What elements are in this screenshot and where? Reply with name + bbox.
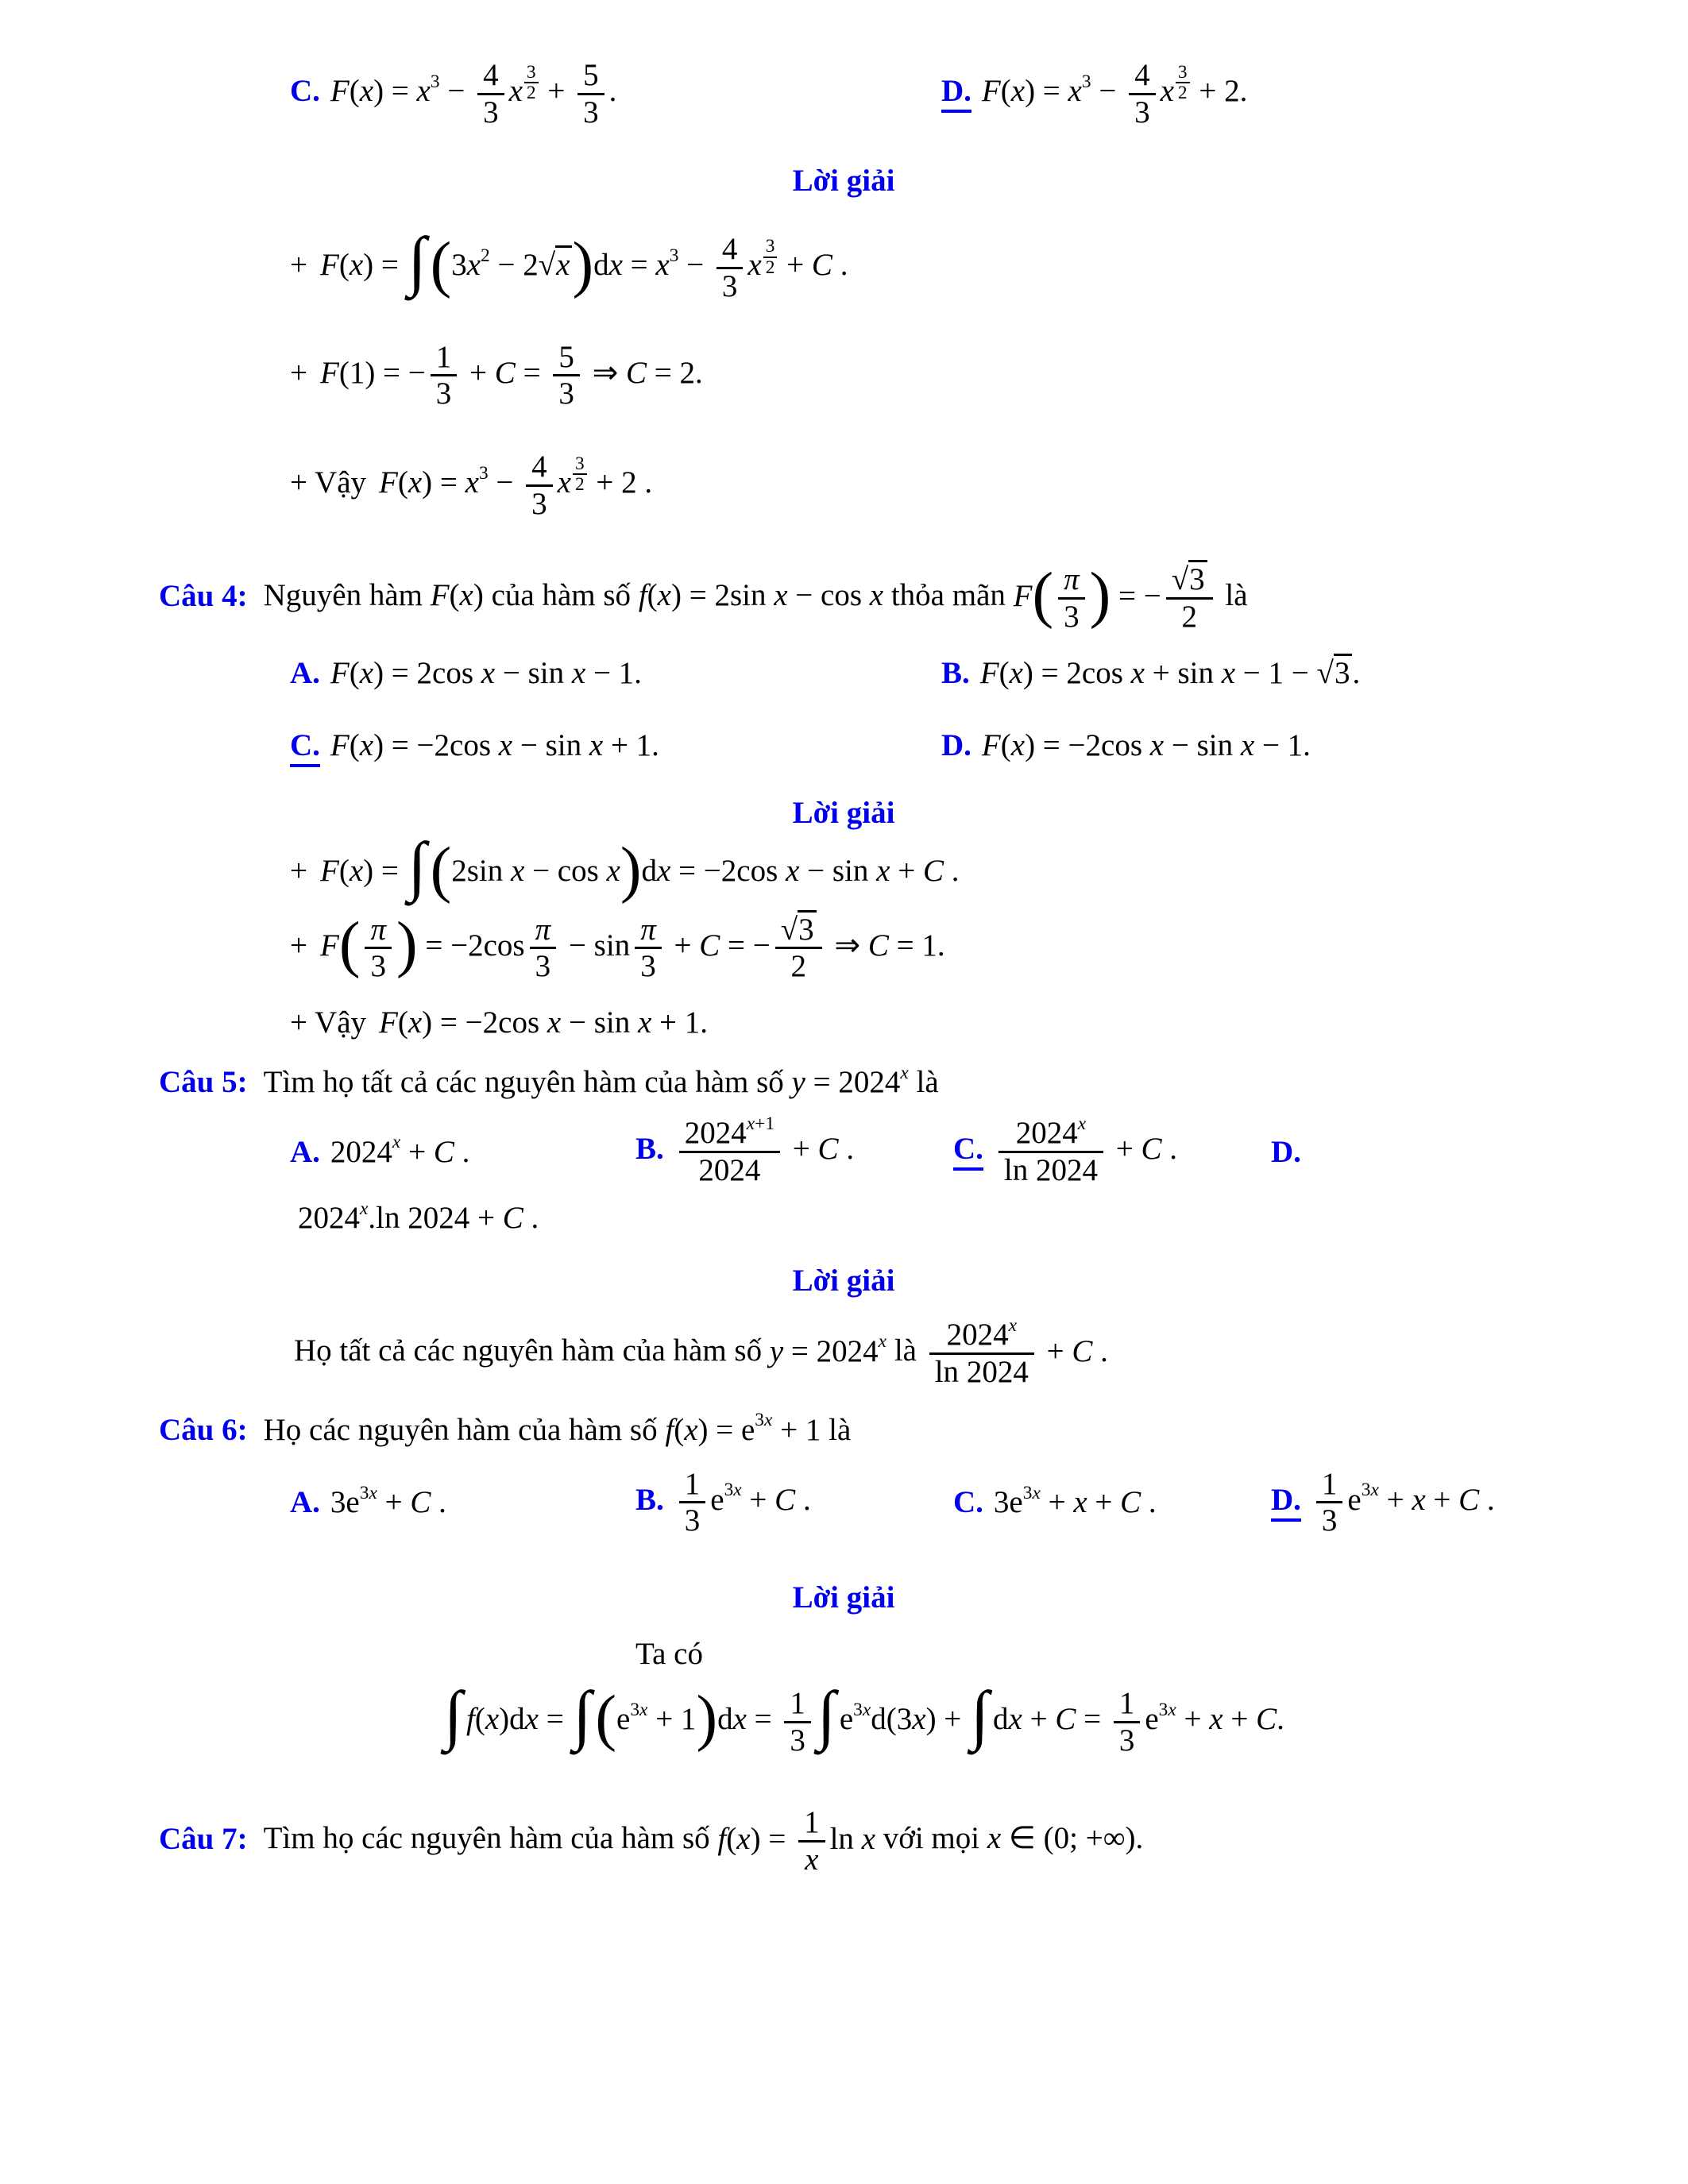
option-a-formula: F(x) = 2cos x − sin x − 1. bbox=[330, 655, 642, 690]
option-b-letter: B. bbox=[635, 1482, 664, 1517]
option-c-formula: F(x) = −2cos x − sin x + 1. bbox=[330, 727, 659, 762]
solution-bullet: + Vậy bbox=[290, 465, 367, 500]
question-5-label: Câu 5: bbox=[159, 1065, 248, 1100]
question-4-text: Nguyên hàm F(x) của hàm số f(x) = 2sin x − cos x thỏa mãn F( $\frac{\pi}{3}$ ) = − $\frac{√3}{2}$ là bbox=[263, 559, 1248, 635]
option-c-formula: $3e^{3x} + x + C$ . bbox=[993, 1482, 1157, 1520]
question4-option-a bbox=[290, 655, 941, 691]
question-5 bbox=[159, 1064, 1664, 1100]
solution-heading: Lời giải bbox=[792, 164, 895, 199]
option-d-formula: $\frac{1}{3}$ $e^{3x} + x + C$ . bbox=[1311, 1483, 1495, 1517]
question4-options-row-1 bbox=[290, 655, 1664, 691]
question5-option-d-formula-wrapped: 2024$^x$.ln 2024 + C . bbox=[298, 1198, 539, 1236]
option-c-formula: $\frac{2024^x}{\ln 2024}$ + C . bbox=[994, 1132, 1177, 1166]
solution-bullet: + bbox=[290, 928, 307, 963]
solution-heading: Lời giải bbox=[792, 1580, 895, 1615]
solution-heading: Lời giải bbox=[792, 795, 895, 830]
question5-option-c bbox=[953, 1113, 1271, 1187]
option-b-formula: $\frac{2024^{x+1}}{2024}$ + C . bbox=[674, 1132, 854, 1166]
option-c-letter: C. bbox=[953, 1485, 983, 1520]
q3-solution-line-1 bbox=[290, 224, 1664, 304]
question-4 bbox=[159, 559, 1664, 635]
question4-option-b bbox=[941, 655, 1664, 691]
option-a-letter: A. bbox=[290, 1134, 320, 1169]
option-c-formula: $F(x) = x^3$ − $\frac{4}{3}$ x $^{\frac{3}{2}}$ + $\frac{5}{3}$ . bbox=[330, 58, 617, 129]
question-7 bbox=[159, 1805, 1664, 1877]
solution-bullet: + bbox=[290, 248, 307, 283]
question5-option-b bbox=[635, 1113, 953, 1187]
question6-option-a bbox=[290, 1484, 635, 1520]
solution-bullet: + bbox=[290, 853, 307, 888]
q6-solution-formula: ∫ $f(x)dx = \int(e^{3x} + 1)dx$ = $\frac{1}{3}$ ∫ $e^{3x}d(3x)$ + ∫ dx + C = $\frac{1}{3}$ $e^{3x} + x + C$. bbox=[444, 1677, 1284, 1758]
question-7-label: Câu 7: bbox=[159, 1821, 248, 1856]
question6-options-row bbox=[290, 1467, 1664, 1538]
question3-option-c bbox=[290, 58, 941, 129]
q4-solution-line-1 bbox=[290, 829, 1664, 905]
option-d-formula: $F(x) = x^3$ − $\frac{4}{3}$ x $^{\frac{3}{2}}$ + 2. bbox=[981, 58, 1248, 129]
option-c-letter: C. bbox=[953, 1132, 983, 1171]
option-b-formula: F(x) = 2cos x + sin x − 1 − √3. bbox=[980, 654, 1360, 690]
question-6 bbox=[159, 1412, 1664, 1448]
solution-bullet: + Vậy bbox=[290, 1005, 367, 1040]
option-d-formula: F(x) = −2cos x − sin x − 1. bbox=[981, 727, 1311, 762]
q3-solution-formula-2: F(1) = − $\frac{1}{3}$ + C = $\frac{5}{3}$ ⇒ C = 2. bbox=[320, 339, 703, 411]
q4-solution-formula-3: F(x) = −2cos x − sin x + 1. bbox=[379, 1005, 709, 1040]
q5-solution-line: Họ tất cả các nguyên hàm của hàm số $y = 2024^x$ là $\frac{2024^x}{\ln 2024}$ + C . bbox=[294, 1314, 1108, 1390]
question4-option-c bbox=[290, 727, 941, 763]
question-6-label: Câu 6: bbox=[159, 1412, 248, 1447]
question3-options-row bbox=[290, 58, 1664, 129]
q3-solution-line-3 bbox=[290, 450, 1664, 521]
option-a-formula: $2024^x + C$ . bbox=[330, 1132, 470, 1169]
q4-solution-formula-2: F( $\frac{\pi}{3}$ ) = −2cos $\frac{\pi}{3}$ − sin $\frac{\pi}{3}$ + C = − $\frac{√3}{2}$ ⇒ C = 1. bbox=[320, 909, 945, 984]
question6-option-b bbox=[635, 1467, 953, 1538]
q3-solution-line-2 bbox=[290, 340, 1664, 411]
question5-option-a bbox=[290, 1134, 635, 1170]
option-d-letter: D. bbox=[1271, 1134, 1301, 1169]
question4-options-row-2 bbox=[290, 727, 1664, 763]
q4-solution-line-2 bbox=[290, 909, 1664, 984]
option-b-letter: B. bbox=[941, 655, 970, 690]
option-a-letter: A. bbox=[290, 655, 320, 690]
option-b-formula: $\frac{1}{3}$ $e^{3x} + C$ . bbox=[674, 1483, 811, 1517]
q6-solution-intro: Ta có bbox=[635, 1637, 703, 1672]
question5-options-row bbox=[290, 1113, 1664, 1187]
solution-heading: Lời giải bbox=[792, 1264, 895, 1298]
solution-bullet: + bbox=[290, 355, 307, 390]
question5-option-d bbox=[1271, 1134, 1664, 1170]
question3-option-d bbox=[941, 58, 1664, 129]
option-d-letter: D. bbox=[941, 74, 971, 113]
option-d-letter: D. bbox=[941, 727, 971, 762]
q3-solution-formula-1: $F(x) = \int(3x^2 - 2√x)dx = x^3$ − $\frac{4}{3}$ x $^{\frac{3}{2}}$ + C . bbox=[320, 224, 848, 304]
option-a-formula: $3e^{3x} + C$ . bbox=[330, 1482, 446, 1520]
question-4-label: Câu 4: bbox=[159, 578, 248, 613]
question-7-text: Tìm họ các nguyên hàm của hàm số f(x) = $\frac{1}{x}$ ln x với mọi x ∈ (0; +∞). bbox=[263, 1805, 1144, 1877]
question4-option-d bbox=[941, 727, 1664, 763]
option-c-letter: C. bbox=[290, 728, 320, 767]
option-d-letter: D. bbox=[1271, 1483, 1301, 1522]
q3-solution-formula-3: $F(x) = x^3$ − $\frac{4}{3}$ x $^{\frac{3}{2}}$ + 2 . bbox=[379, 450, 653, 521]
question6-option-d bbox=[1271, 1467, 1664, 1538]
option-c-letter: C. bbox=[290, 74, 320, 109]
question-6-text: Họ các nguyên hàm của hàm số $f(x) = e^{3x} + 1$ là bbox=[263, 1410, 852, 1447]
option-a-letter: A. bbox=[290, 1485, 320, 1520]
question6-option-c bbox=[953, 1484, 1271, 1520]
q4-solution-formula-1: F(x) = ∫(2sin x − cos x)dx = −2cos x − sin x + C . bbox=[320, 829, 960, 905]
q4-solution-line-3 bbox=[290, 1005, 1664, 1040]
option-b-letter: B. bbox=[635, 1132, 664, 1167]
question-5-text: Tìm họ tất cả các nguyên hàm của hàm số $y = 2024^x$ là bbox=[263, 1062, 939, 1100]
